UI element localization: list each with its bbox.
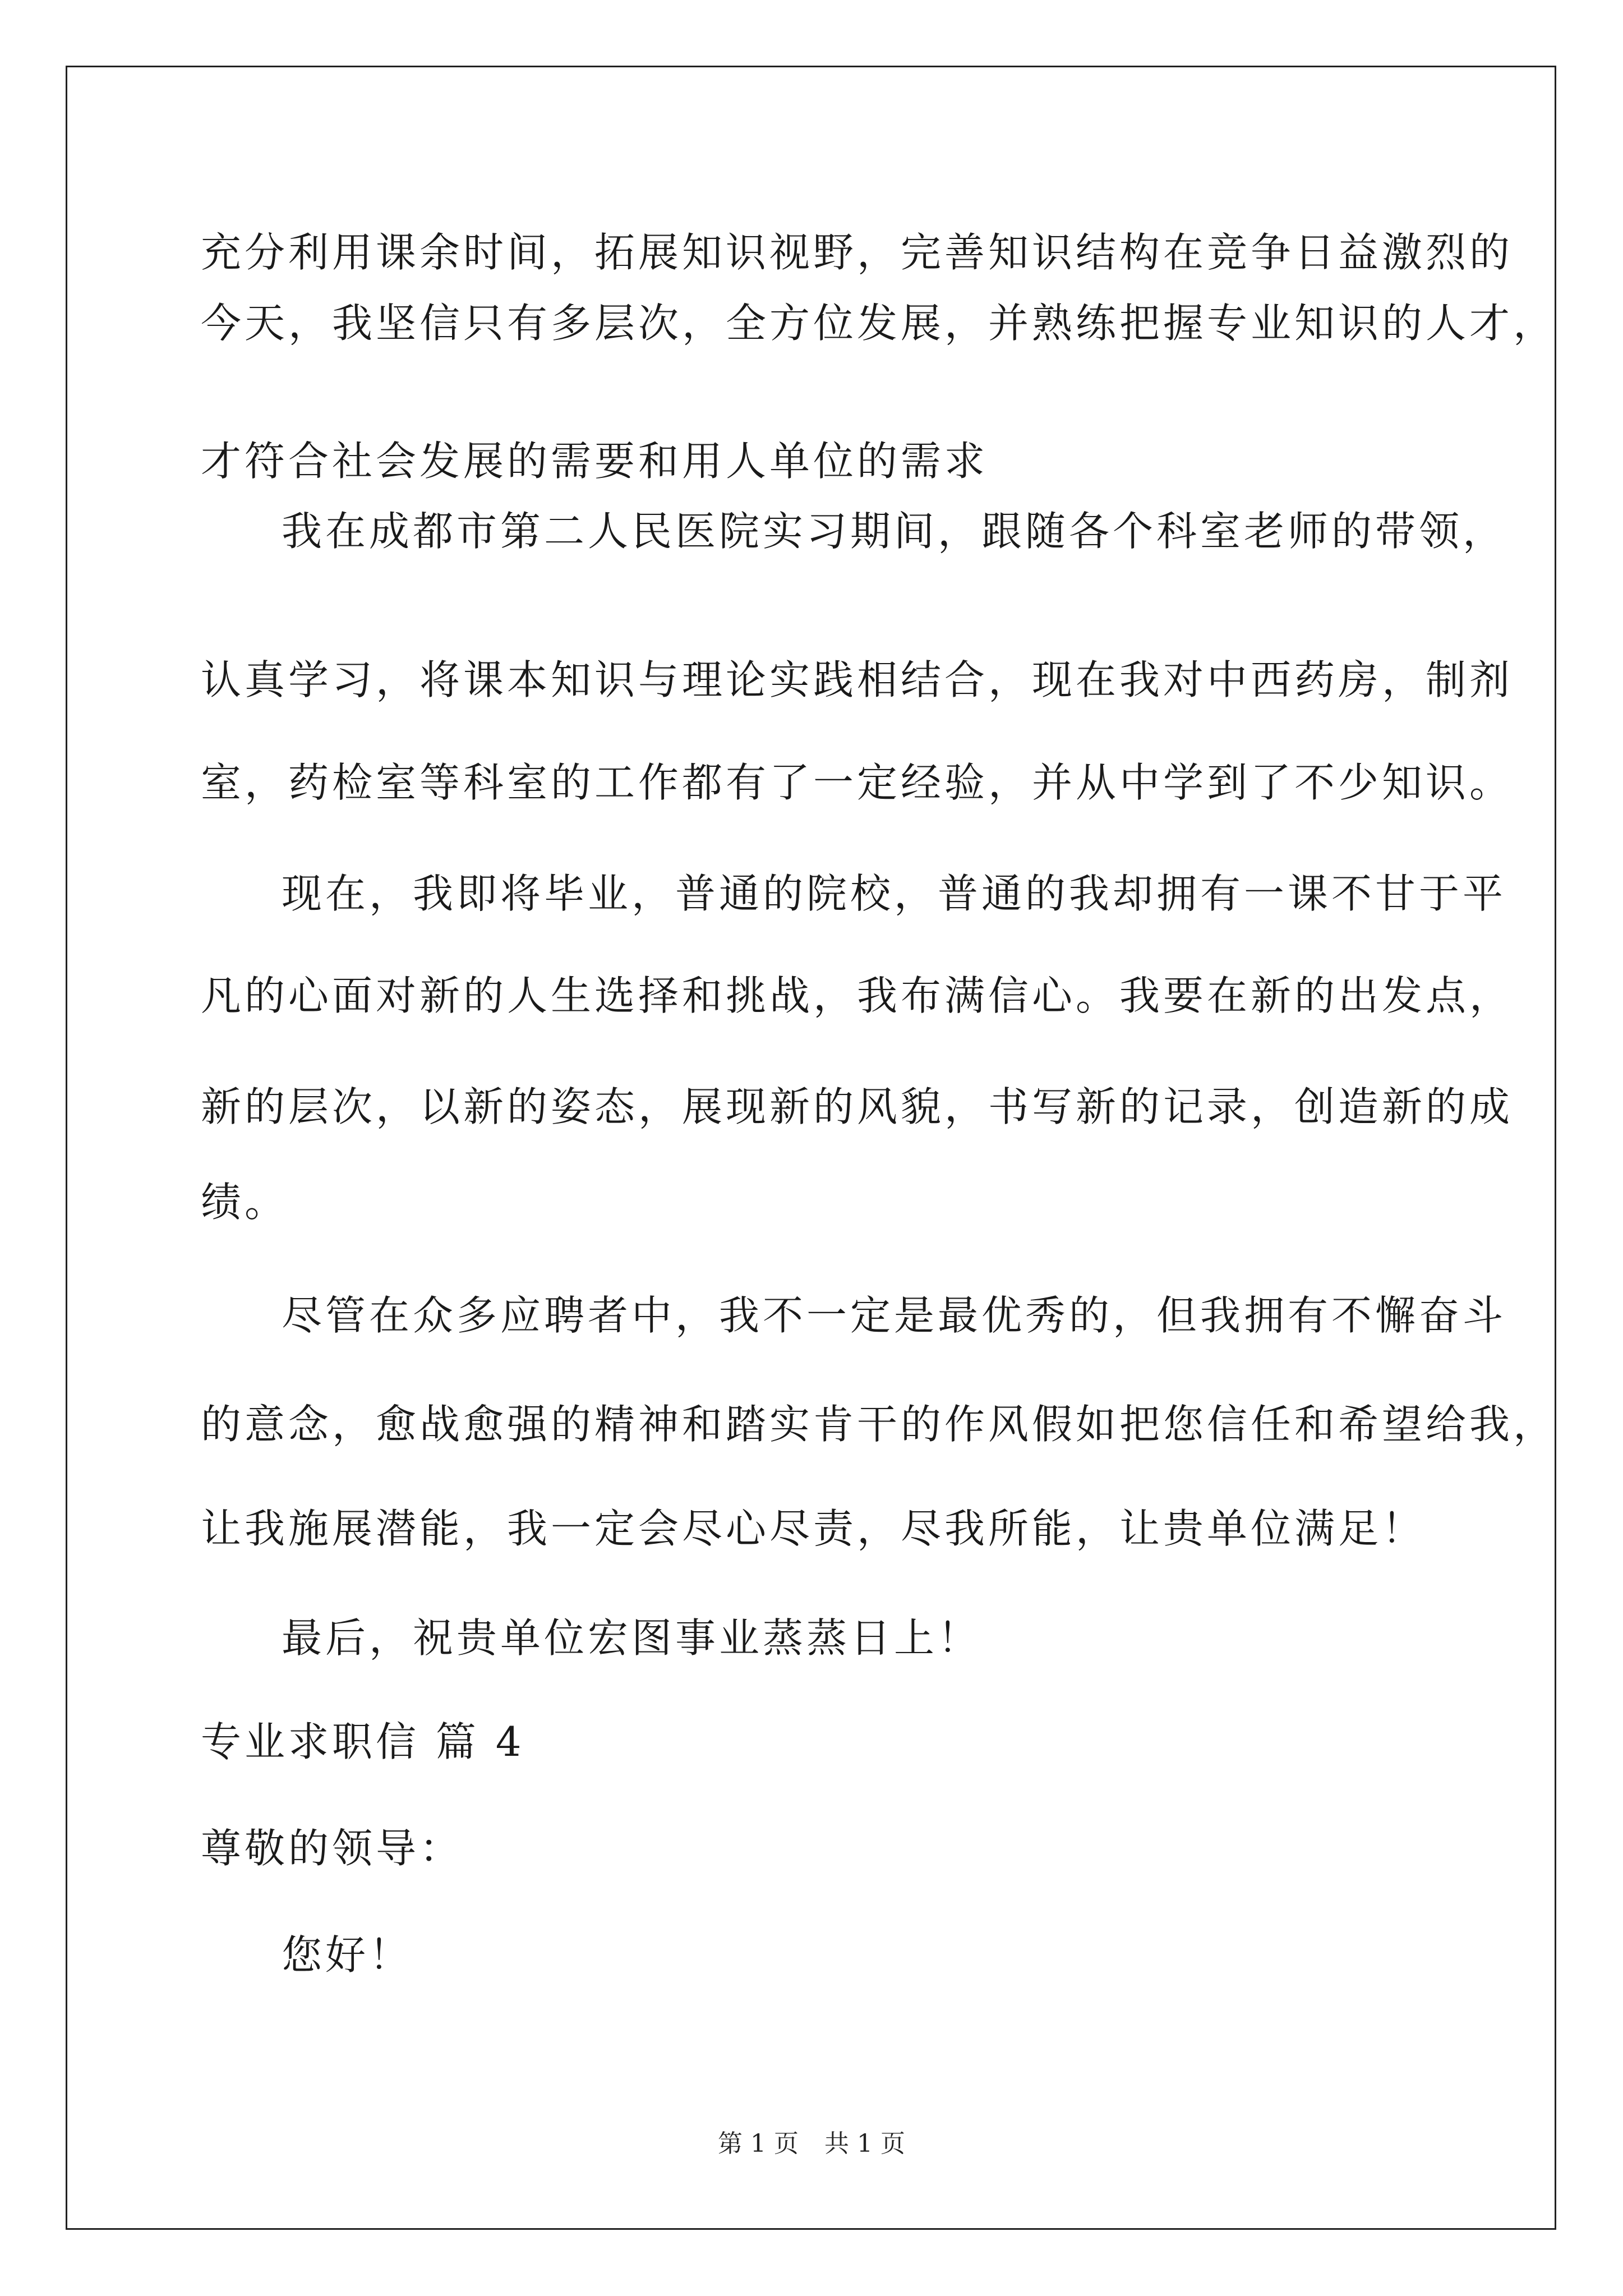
- body-line: 让我施展潜能，我一定会尽心尽责，尽我所能，让贵单位满足！: [201, 1505, 1426, 1552]
- body-line: 才符合社会发展的需要和用人单位的需求: [201, 438, 989, 485]
- page-footer: [0, 2127, 1623, 2161]
- body-line: 今天，我坚信只有多层次，全方位发展，并熟练把握专业知识的人才，: [201, 300, 1557, 347]
- page-border: [66, 66, 1556, 2230]
- body-line: 室，药检室等科室的工作都有了一定经验，并从中学到了不少知识。: [201, 759, 1514, 806]
- body-line: 我在成都市第二人民医院实习期间，跟随各个科室老师的带领，: [282, 508, 1507, 555]
- body-line: 现在，我即将毕业，普通的院校，普通的我却拥有一课不甘于平: [282, 870, 1507, 917]
- body-line: 最后，祝贵单位宏图事业蒸蒸日上！: [282, 1614, 982, 1662]
- body-line: 充分利用课余时间，拓展知识视野，完善知识结构在竞争日益激烈的: [201, 229, 1514, 276]
- page-total: 共 1 页: [824, 2129, 905, 2158]
- body-line: 认真学习，将课本知识与理论实践相结合，现在我对中西药房，制剂: [201, 656, 1514, 703]
- body-line: 新的层次，以新的姿态，展现新的风貌，书写新的记录，创造新的成: [201, 1083, 1514, 1130]
- body-line: 尽管在众多应聘者中，我不一定是最优秀的，但我拥有不懈奋斗: [282, 1292, 1507, 1339]
- body-line: 凡的心面对新的人生选择和挑战，我布满信心。我要在新的出发点，: [201, 972, 1514, 1019]
- body-line: 绩。: [201, 1179, 289, 1226]
- greeting: 您好！: [282, 1931, 413, 1978]
- page-number: 第 1 页: [718, 2129, 799, 2158]
- salutation: 尊敬的领导：: [201, 1825, 464, 1872]
- body-line: 的意念，愈战愈强的精神和踏实肯干的作风假如把您信任和希望给我，: [201, 1401, 1557, 1448]
- section-heading: 专业求职信 篇 4: [201, 1718, 525, 1765]
